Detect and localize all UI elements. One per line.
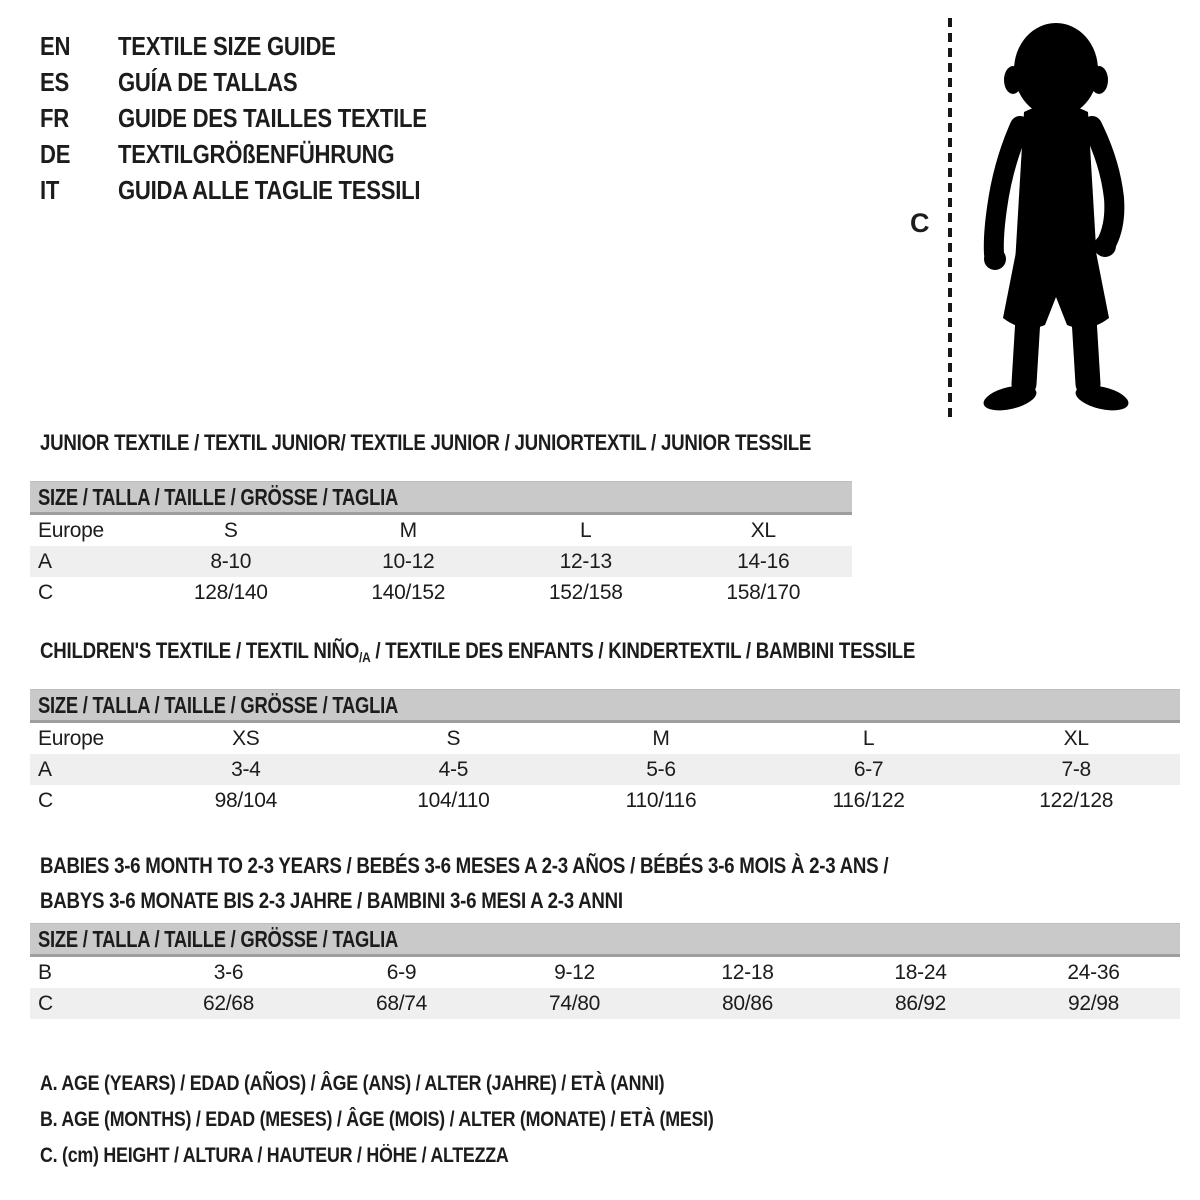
list-item xyxy=(40,64,481,100)
language-code: DE xyxy=(40,138,71,169)
table-row: C 62/68 68/74 74/80 80/86 86/92 92/98 xyxy=(30,988,1180,1019)
language-title-list xyxy=(40,28,481,208)
guide-title-it: GUIDA ALLE TAGLIE TESSILI xyxy=(118,174,421,205)
heading-subscript: /A xyxy=(359,649,371,665)
legend-line-c: C. (cm) HEIGHT / ALTURA / HAUTEUR / HÖHE / ALTEZZA xyxy=(40,1144,509,1167)
list-item xyxy=(40,136,481,172)
list-item xyxy=(40,100,481,136)
children-section-heading: CHILDREN'S TEXTILE / TEXTIL $NIÑO_{/A}$ / TEXTILE DES ENFANTS / KINDERTEXTIL / BAMBINI TESSILE xyxy=(40,638,916,665)
table-row: Europe S M L XL xyxy=(30,515,852,546)
language-code: ES xyxy=(40,66,69,97)
junior-size-table xyxy=(30,481,852,608)
table-header-size: SIZE / TALLA / TAILLE / GRÖSSE / TAGLIA xyxy=(30,923,1180,957)
table-header-size: SIZE / TALLA / TAILLE / GRÖSSE / TAGLIA xyxy=(30,689,1180,723)
row-label: Europe xyxy=(38,518,104,542)
children-size-table xyxy=(30,689,1180,816)
measurement-legend xyxy=(40,1066,832,1174)
guide-title-fr: GUIDE DES TAILLES TEXTILE xyxy=(118,102,427,133)
table-header-size: SIZE / TALLA / TAILLE / GRÖSSE / TAGLIA xyxy=(30,481,852,515)
babies-size-table xyxy=(30,923,1180,1019)
row-label: A xyxy=(38,757,52,781)
row-label: C xyxy=(38,580,53,604)
legend-line-a: A. AGE (YEARS) / EDAD (AÑOS) / ÂGE (ANS) / ALTER (JAHRE) / ETÀ (ANNI) xyxy=(40,1072,665,1095)
list-item xyxy=(40,28,481,64)
table-row: B 3-6 6-9 9-12 12-18 18-24 24-36 xyxy=(30,957,1180,988)
language-code: EN xyxy=(40,30,71,61)
list-item xyxy=(40,172,481,208)
guide-title-de: TEXTILGRÖßENFÜHRUNG xyxy=(118,138,395,169)
row-label: C xyxy=(38,788,53,812)
junior-section-heading: JUNIOR TEXTILE / TEXTIL JUNIOR/ TEXTILE JUNIOR / JUNIORTEXTIL / JUNIOR TESSILE xyxy=(40,430,812,455)
table-row: Europe XS S M L XL xyxy=(30,723,1180,754)
guide-title-es: GUÍA DE TALLAS xyxy=(118,66,298,97)
guide-title-en: TEXTILE SIZE GUIDE xyxy=(118,30,336,61)
height-measure-label: C xyxy=(910,208,930,238)
row-label: Europe xyxy=(38,726,104,750)
legend-line-b: B. AGE (MONTHS) / EDAD (MESES) / ÂGE (MOIS) / ALTER (MONATE) / ETÀ (MESI) xyxy=(40,1108,714,1131)
table-row: A 3-4 4-5 5-6 6-7 7-8 xyxy=(30,754,1180,785)
toddler-silhouette-icon xyxy=(960,12,1150,424)
row-label: A xyxy=(38,549,52,573)
row-label: C xyxy=(38,991,53,1015)
row-label: B xyxy=(38,960,52,984)
language-code: IT xyxy=(40,174,60,205)
table-row: C 98/104 104/110 110/116 116/122 122/128 xyxy=(30,785,1180,816)
table-row: A 8-10 10-12 12-13 14-16 xyxy=(30,546,852,577)
height-measure-dashed-line xyxy=(948,18,952,418)
language-code: FR xyxy=(40,102,69,133)
table-row: C 128/140 140/152 152/158 158/170 xyxy=(30,577,852,608)
babies-section-heading: BABIES 3-6 MONTH TO 2-3 YEARS / BEBÉS 3-6 MESES A 2-3 AÑOS / BÉBÉS 3-6 MOIS À 2-3 ANS / BABYS 3-6 MONATE BIS 2-3 JAHRE / BAMBINI 3-6 MESI A 2-3 ANNI xyxy=(40,853,889,913)
